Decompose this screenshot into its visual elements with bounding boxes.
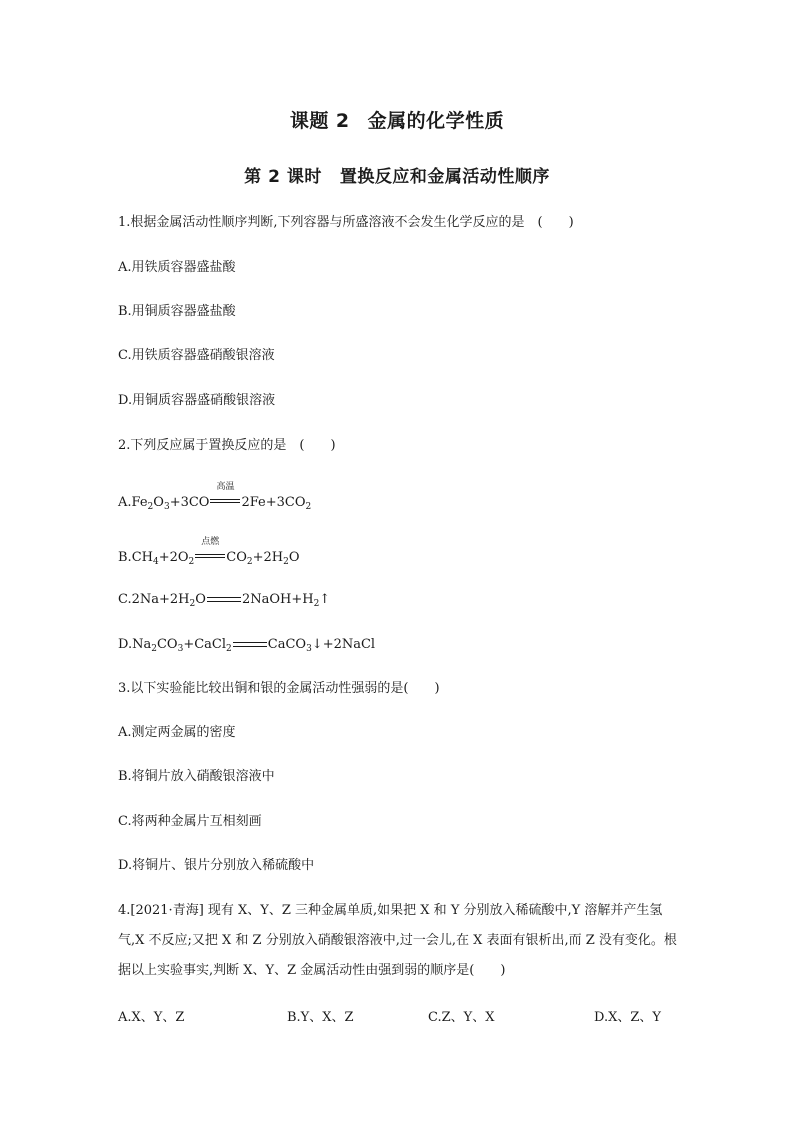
- question-4-option-a: A.X、Y、Z: [118, 1010, 185, 1025]
- question-3-option-c: C.将两种金属片互相刻画: [118, 814, 262, 829]
- question-1-option-d: D.用铜质容器盛硝酸银溶液: [118, 393, 276, 408]
- question-3-option-d: D.将铜片、银片分别放入稀硫酸中: [118, 858, 315, 873]
- question-1-option-b: B.用铜质容器盛盐酸: [118, 304, 236, 319]
- question-2-option-c: $C.2Na+2H_2O$ $2NaOH+H_2↑$: [118, 592, 331, 609]
- period-label: 第 2 课时: [244, 167, 322, 187]
- question-1-stem: 1.根据金属活动性顺序判断,下列容器与所盛溶液不会发生化学反应的是 ( ): [118, 215, 574, 230]
- condition-label: 高温: [216, 482, 235, 492]
- lesson-title: [0, 106, 794, 133]
- question-4-option-b: B.Y、X、Z: [287, 1010, 354, 1025]
- condition-label: 点燃: [201, 537, 220, 547]
- lesson-subtitle: [0, 162, 794, 187]
- question-2-option-d: $D.Na_2CO_3+CaCl_2$ CaCO$_3$↓+2NaCl: [118, 637, 376, 654]
- lesson-topic: 金属的化学性质: [367, 110, 505, 132]
- question-4-option-c: C.Z、Y、X: [428, 1010, 495, 1025]
- question-1-option-a: A.用铁质容器盛盐酸: [118, 260, 236, 275]
- reaction-condition-arrow: [195, 537, 225, 561]
- equals-sign: [207, 597, 241, 602]
- question-4-option-d: D.X、Z、Y: [594, 1010, 661, 1025]
- question-1-option-c: C.用铁质容器盛硝酸银溶液: [118, 348, 275, 363]
- question-2-option-a: $A.Fe_2O_3+3CO$ 高温 $2Fe+3CO_2$: [118, 482, 312, 512]
- question-3-option-a: A.测定两金属的密度: [118, 725, 236, 740]
- question-3-option-b: B.将铜片放入硝酸银溶液中: [118, 769, 275, 784]
- equals-sign: [233, 642, 267, 647]
- subtitle-topic: 置换反应和金属活动性顺序: [339, 167, 550, 187]
- question-3-stem: 3.以下实验能比较出铜和银的金属活动性强弱的是( ): [118, 681, 440, 696]
- question-2-option-b: $B.CH_4+2O_2$ 点燃 $CO_2+2H_2O$: [118, 537, 300, 567]
- question-2-stem: 2.下列反应属于置换反应的是 ( ): [118, 438, 336, 453]
- lesson-number: 课题 2: [289, 110, 350, 132]
- reaction-condition-arrow: [210, 482, 240, 506]
- question-4-stem: 4.[2021·青海] 现有 X、Y、Z 三种金属单质,如果把 X 和 Y 分别放入稀硫酸中,Y 溶解并产生氢气,X 不反应;又把 X 和 Z 分别放入硝酸银溶液中,过一会儿,在 X 表面有银析出,而 Z 没有变化。根据以上实验事实,判断 X、Y、Z 金属活动性由强到弱的顺序是( ): [118, 903, 677, 978]
